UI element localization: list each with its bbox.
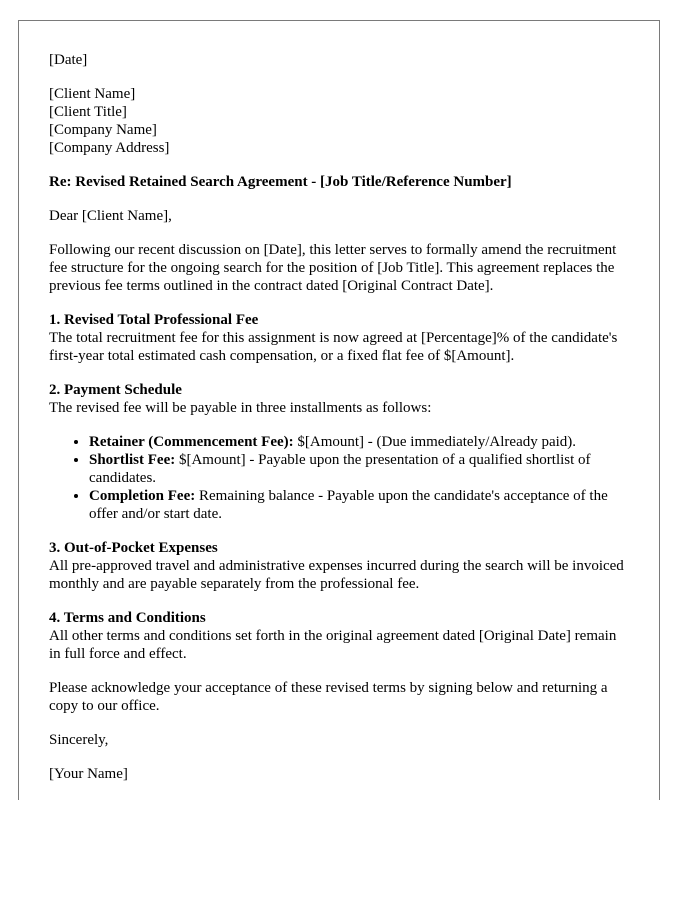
installment-text: $[Amount] - (Due immediately/Already paid). (293, 434, 577, 450)
company-name: [Company Name] (49, 122, 157, 138)
installment-label: Shortlist Fee: (89, 452, 176, 468)
subject-line: Re: Revised Retained Search Agreement - [Job Title/Reference Number] (49, 174, 512, 190)
letter-date: [Date] (49, 52, 88, 68)
section-heading: 2. Payment Schedule (49, 382, 182, 398)
section-terms (49, 609, 629, 663)
installment-text: $[Amount] - Payable upon the presentation of a qualified shortlist of candidates. (89, 452, 591, 486)
letter-page (18, 20, 660, 800)
section-fee (49, 311, 629, 365)
client-name: [Client Name] (49, 86, 136, 102)
client-title: [Client Title] (49, 104, 127, 120)
section-heading: 4. Terms and Conditions (49, 610, 206, 626)
acknowledgement-paragraph: Please acknowledge your acceptance of these revised terms by signing below and returning a copy to our office. (49, 680, 608, 714)
section-expenses (49, 539, 629, 593)
closing: Sincerely, (49, 732, 109, 748)
letter-date-block (49, 51, 629, 69)
list-item (89, 487, 629, 523)
section-heading: 1. Revised Total Professional Fee (49, 312, 259, 328)
intro-paragraph: Following our recent discussion on [Date], this letter serves to formally amend the recruitment fee structure for the ongoing search for the position of [Job Title]. This agreement replaces the previous fee terms outlined in the contract dated [Original Contract Date]. (49, 242, 617, 294)
list-item (89, 451, 629, 487)
section-heading: 3. Out-of-Pocket Expenses (49, 540, 218, 556)
signature-name: [Your Name] (49, 766, 128, 782)
section-text: All other terms and conditions set forth in the original agreement dated [Original Date] remain in full force and effect. (49, 628, 617, 662)
list-item (89, 433, 629, 451)
section-text: All pre-approved travel and administrative expenses incurred during the search will be invoiced monthly and are payable separately from the professional fee. (49, 558, 624, 592)
installment-label: Retainer (Commencement Fee): (89, 434, 294, 450)
company-address: [Company Address] (49, 140, 170, 156)
section-schedule (49, 381, 629, 523)
installment-list (49, 433, 629, 523)
salutation: Dear [Client Name], (49, 208, 172, 224)
section-text: The revised fee will be payable in three installments as follows: (49, 400, 432, 416)
installment-label: Completion Fee: (89, 488, 196, 504)
recipient-address-block (49, 85, 629, 157)
section-text: The total recruitment fee for this assignment is now agreed at [Percentage]% of the candidate's first-year total estimated cash compensation, or a fixed flat fee of $[Amount]. (49, 330, 618, 364)
installment-text: Remaining balance - Payable upon the candidate's acceptance of the offer and/or start date. (89, 488, 608, 522)
